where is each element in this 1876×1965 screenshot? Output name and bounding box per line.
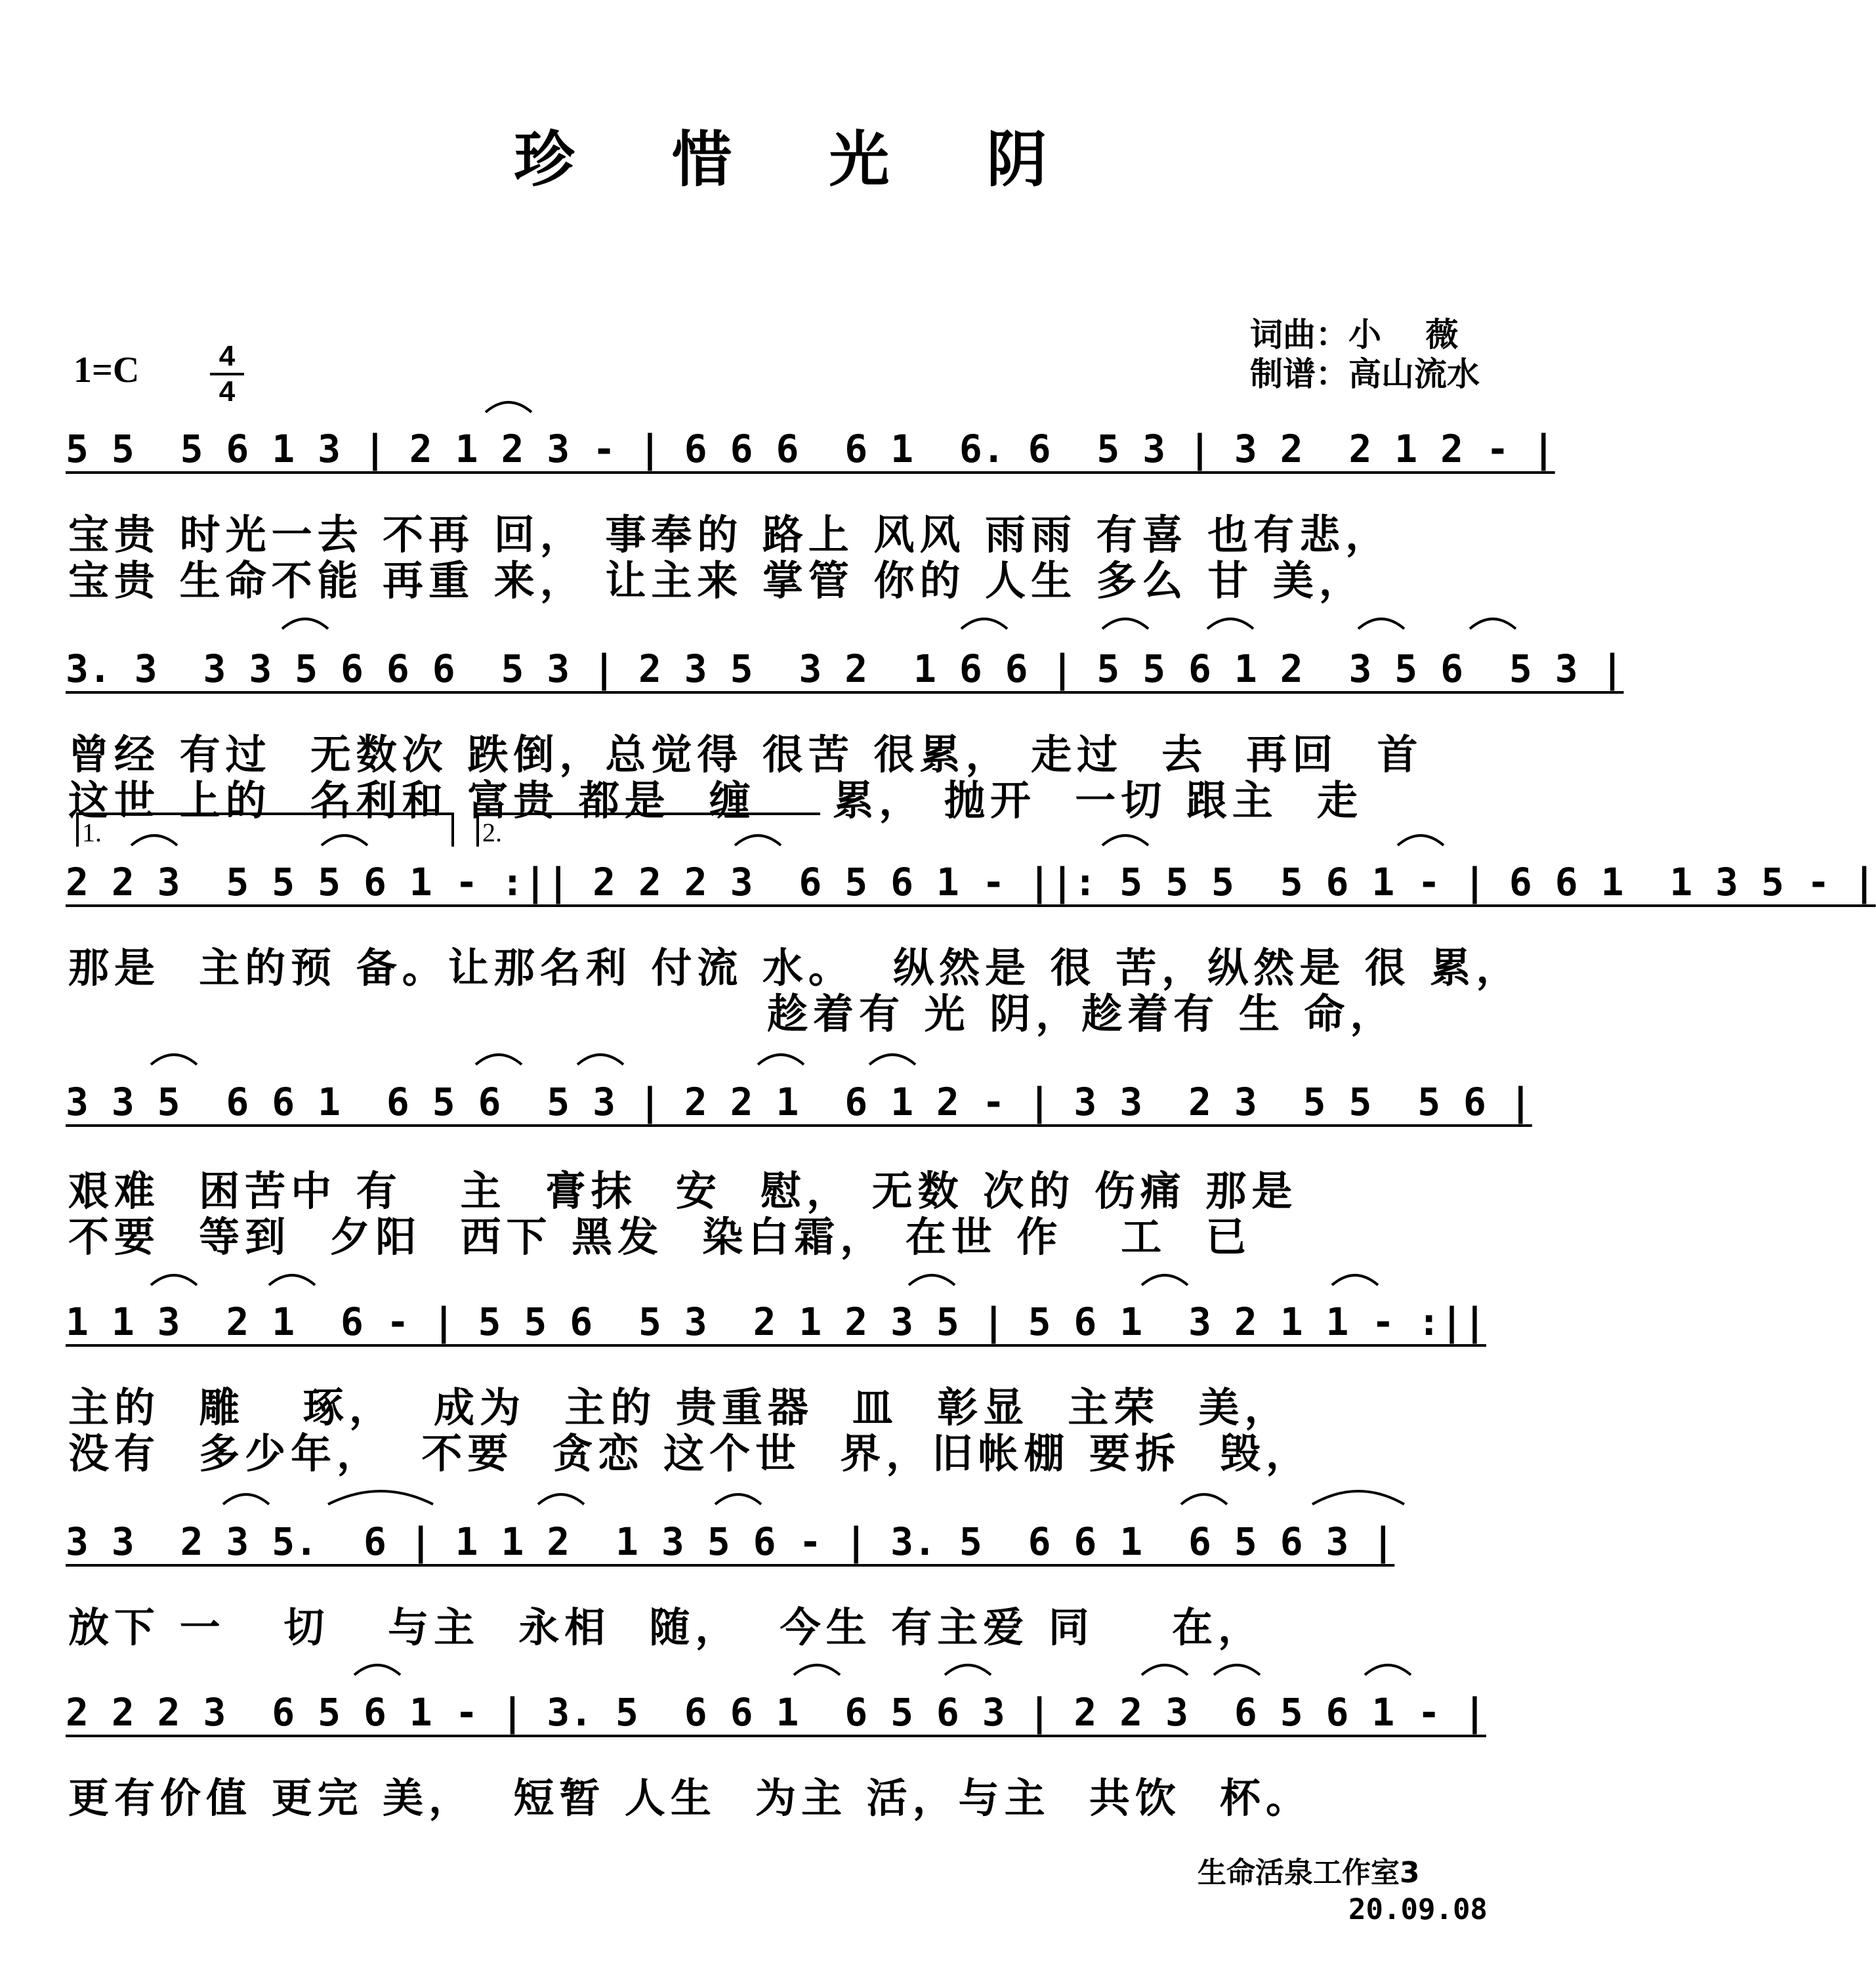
slur <box>322 835 367 845</box>
slur <box>354 1665 400 1675</box>
notation-line: 5 5 5 6 1 3 | 2 1 2 3 - | 6 6 6 6 1 6. 6 5 3 | 3 2 2 1 2 - | <box>66 427 1555 471</box>
lyric-verse-1: 放下 一 切 与主 永相 随， 今生 有主爱 同 在， <box>68 1603 1264 1651</box>
slur <box>1358 619 1404 629</box>
slur <box>1365 1665 1411 1675</box>
volta-2-bracket <box>478 814 820 847</box>
slur <box>223 1494 269 1504</box>
lyric-verse-1: 艰难 困苦中 有 主 膏抹 安 慰， 无数 次的 伤痛 那是 <box>68 1167 1298 1215</box>
lyric-verse-1: 主的 雕 琢， 成为 主的 贵重器 皿 彰显 主荣 美， <box>68 1384 1291 1431</box>
lyric-verse-2: 不要 等到 夕阳 西下 黑发 染白霜， 在世 作 工 已 <box>68 1213 1252 1261</box>
date-stamp: 20.09.08 <box>1348 1893 1488 1926</box>
slur <box>1332 1275 1378 1285</box>
slur <box>1214 1665 1260 1675</box>
notation-line: 3. 3 3 3 5 6 6 6 5 3 | 2 3 5 3 2 1 6 6 | 5 5 6 1 2 3 5 6 5 3 | <box>66 646 1624 691</box>
lyric-verse-1: 宝贵 时光一去 不再 回， 事奉的 路上 风风 雨雨 有喜 也有悲， <box>68 511 1392 559</box>
lyrics-music-credit: 词曲：小 薇 <box>1250 316 1459 354</box>
slur <box>1102 835 1148 845</box>
slur <box>909 1275 955 1285</box>
notation-line: 3 3 2 3 5. 6 | 1 1 2 1 3 5 6 - | 3. 5 6 6 1 6 5 6 3 | <box>66 1519 1395 1564</box>
slur <box>577 1055 623 1065</box>
slur <box>735 835 781 845</box>
notation-line: 3 3 5 6 6 1 6 5 6 5 3 | 2 2 1 6 1 2 - | 3 3 2 3 5 5 5 6 | <box>66 1080 1532 1124</box>
slur <box>1207 619 1253 629</box>
slur <box>282 619 328 629</box>
slur <box>538 1494 584 1504</box>
notation-line: 2 2 3 5 5 5 6 1 - :|| 2 2 2 3 6 5 6 1 - ||: 5 5 5 5 6 1 - | 6 6 1 1 3 5 - | <box>66 860 1876 904</box>
transcriber-credit: 制谱：高山流水 <box>1250 355 1480 393</box>
lyric-verse-2: 宝贵 生命不能 再重 来， 让主来 掌管 你的 人生 多么 甘 美， <box>68 557 1365 604</box>
slur <box>1181 1494 1227 1504</box>
volta-2-label: 2. <box>482 818 502 847</box>
slur <box>1142 1275 1188 1285</box>
time-top: 4 <box>219 340 236 372</box>
slur <box>945 1665 991 1675</box>
slur <box>1312 1491 1404 1504</box>
slur <box>151 1275 197 1285</box>
slur <box>869 1055 915 1065</box>
slur <box>476 1055 522 1065</box>
lyric-verse-1: 那是 主的预 备。让那名利 付流 水。 纵然是 很 苦，纵然是 很 累， <box>68 944 1522 992</box>
lyric-verse-1: 曾经 有过 无数次 跌倒，总觉得 很苦 很累， 走过 去 再回 首 <box>68 730 1423 778</box>
slur <box>328 1491 433 1504</box>
slur <box>1102 619 1148 629</box>
notation-line: 1 1 3 2 1 6 - | 5 5 6 5 3 2 1 2 3 5 | 5 6 1 3 2 1 1 - :|| <box>66 1299 1486 1344</box>
lyric-verse-2: 趁着有 光 阴，趁着有 生 命， <box>68 990 1396 1038</box>
lyric-verse-2: 没有 多少年， 不要 贪恋 这个世 界，旧帐棚 要拆 毁， <box>68 1429 1312 1477</box>
slur <box>1142 1665 1188 1675</box>
volta-1-label: 1. <box>82 818 102 847</box>
studio-credit: 生命活泉工作室3 <box>1198 1856 1420 1890</box>
slur <box>269 1275 315 1285</box>
time-bottom: 4 <box>219 375 236 408</box>
key-signature: 1=C <box>73 350 140 391</box>
slur <box>758 1055 804 1065</box>
slur <box>151 1055 197 1065</box>
slur <box>1470 619 1516 629</box>
song-title: 珍 惜 光 阴 <box>514 125 1085 195</box>
slur <box>961 619 1007 629</box>
lyric-verse-2: 这世 上的 名利和 富贵 都是 缠 累， 抛开 一切 跟主 走 <box>68 776 1363 824</box>
slur <box>715 1494 761 1504</box>
notation-line: 2 2 2 3 6 5 6 1 - | 3. 5 6 6 1 6 5 6 3 | 2 2 3 6 5 6 1 - | <box>66 1690 1486 1735</box>
footer <box>1198 1855 1488 1928</box>
lyric-verse-1: 更有价值 更完 美， 短暂 人生 为主 活，与主 共饮 杯。 <box>68 1774 1312 1822</box>
slur <box>1398 835 1444 845</box>
slur <box>486 402 532 412</box>
slur <box>794 1665 840 1675</box>
slur <box>131 835 177 845</box>
